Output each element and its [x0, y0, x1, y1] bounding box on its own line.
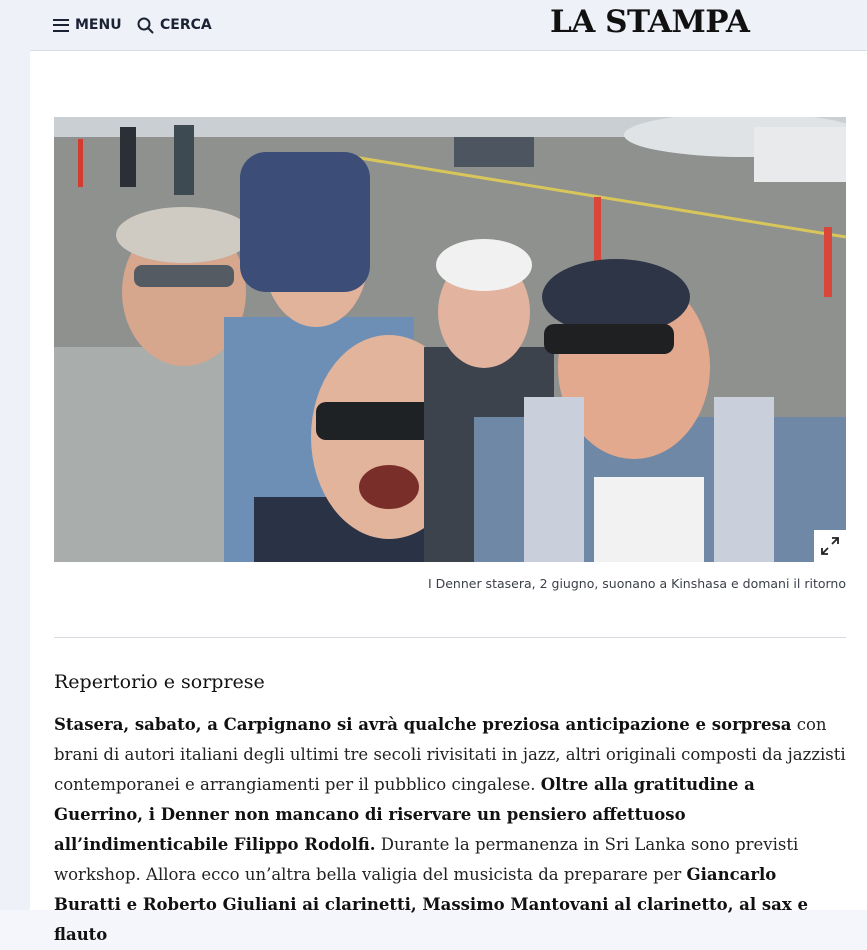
- expand-image-button[interactable]: [814, 530, 846, 562]
- photo-caption: I Denner stasera, 2 giugno, suonano a Kinshasa e domani il ritorno: [427, 576, 846, 591]
- article-photo: [54, 117, 846, 562]
- site-logo[interactable]: LA STAMPA: [550, 4, 750, 40]
- search-label: CERCA: [160, 17, 212, 33]
- search-button[interactable]: [137, 14, 212, 36]
- paragraph-span: Oltre alla gratitudine a Guerrino, i Denner non mancano di riservare un pensiero affettuoso all’indimenticabile Filippo Rodolfi.: [54, 775, 755, 854]
- menu-label: MENU: [75, 17, 122, 33]
- article-page: [30, 0, 867, 944]
- section-heading: Repertorio e sorprese: [54, 671, 265, 693]
- paragraph-span: Durante la permanenza in Sri Lanka sono previsti workshop. Allora ecco un’altra bella valigia del musicista da preparare per: [54, 835, 799, 884]
- expand-icon: [821, 537, 839, 555]
- section-divider: [54, 637, 846, 638]
- site-header: [30, 0, 867, 51]
- paragraph-span: Giancarlo Buratti e Roberto Giuliani ai clarinetti, Massimo Mantovani al clarinetto, al sax e flauto: [54, 865, 808, 944]
- paragraph-span: Stasera, sabato, a Carpignano si avrà qualche preziosa anticipazione e sorpresa: [54, 715, 792, 734]
- article-paragraph: [54, 710, 846, 950]
- page-gutter: [0, 0, 30, 910]
- search-icon: [137, 17, 154, 34]
- menu-button[interactable]: [53, 14, 122, 36]
- hamburger-icon: [53, 19, 69, 32]
- photo-illustration: [54, 117, 846, 562]
- paragraph-span: con brani di autori italiani degli ultimi tre secoli rivisitati in jazz, altri originali composti da jazzisti contemporanei e arrangiamenti per il pubblico cingalese.: [54, 715, 846, 794]
